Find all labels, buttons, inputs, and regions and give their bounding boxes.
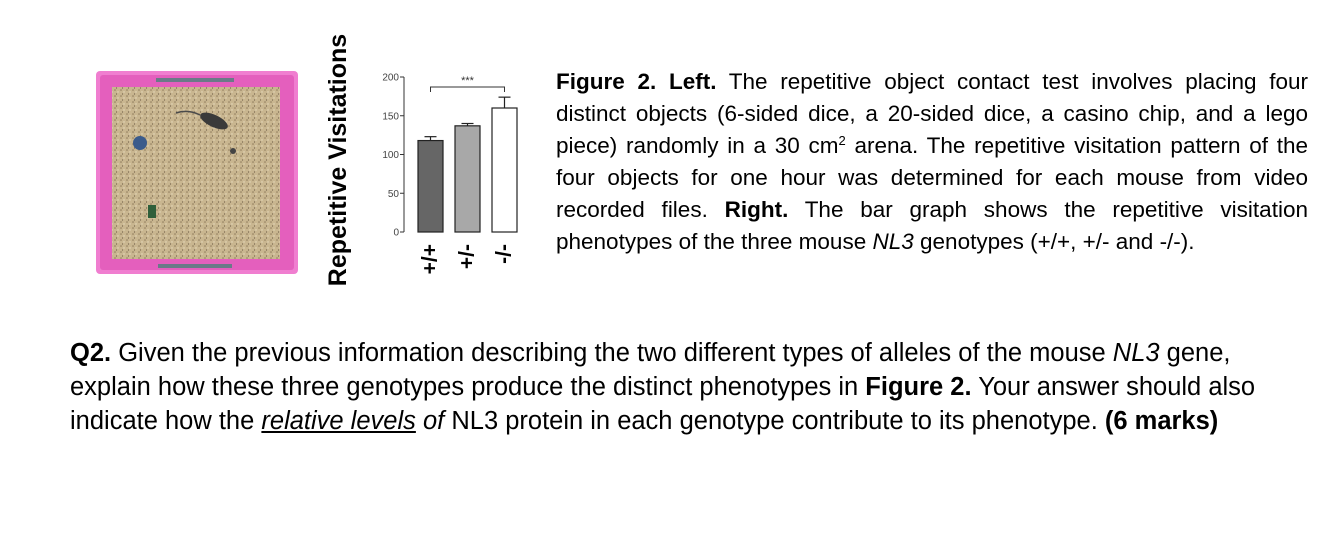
question-text-b: gene, explain how these three genotypes produce the distinct phenotypes in — [70, 339, 1231, 401]
arena-photo — [96, 71, 298, 274]
question-label: Q2. — [70, 339, 112, 367]
significance-label: *** — [461, 75, 474, 87]
y-tick-label: 0 — [393, 227, 399, 239]
bar-2 — [455, 126, 480, 232]
right-description: The bar graph shows the repetitive visitation phenotypes of the three mouse — [556, 197, 1308, 254]
question-block — [70, 336, 1310, 438]
figure-label: Figure 2. — [556, 69, 657, 94]
y-tick-label: 200 — [382, 72, 399, 84]
question-of: of — [422, 407, 445, 435]
x-tick-label: +/+ — [418, 244, 442, 275]
left-label: Left. — [668, 69, 717, 94]
y-tick-label: 50 — [387, 188, 399, 200]
question-text-d: NL3 protein in each genotype contribute to its phenotype. — [451, 407, 1098, 435]
right-description-end: genotypes (+/+, +/- and -/-). — [920, 229, 1195, 254]
arena-image — [96, 71, 298, 274]
y-axis-title: Repetitive Visitations — [324, 33, 352, 287]
question-figure-ref: Figure 2. — [865, 373, 972, 401]
question-underlined: relative levels — [261, 407, 416, 435]
significance-bracket — [431, 87, 505, 92]
right-label: Right. — [724, 197, 789, 222]
question-text-c: Your answer should also indicate how the — [70, 373, 1256, 435]
left-description-b: arena. The repetitive visitation pattern of the four objects for one hour was determined for each mouse from video recorded files. — [556, 133, 1308, 222]
bar-3 — [492, 108, 517, 232]
bar-chart — [366, 62, 538, 292]
x-tick-label: -/- — [492, 244, 516, 264]
y-tick-label: 150 — [382, 111, 399, 123]
dice-object — [133, 136, 147, 150]
gene-name: NL3 — [872, 229, 914, 254]
x-tick-label: +/- — [455, 244, 479, 270]
y-axis-title-container — [308, 33, 368, 287]
lego-object — [148, 205, 156, 218]
area-exponent: 2 — [838, 133, 846, 148]
y-tick-label: 100 — [382, 150, 399, 161]
question-text-a: Given the previous information describing the two different types of alleles of the mouse — [118, 339, 1106, 367]
figure-caption — [556, 66, 1308, 258]
bar-1 — [418, 141, 443, 232]
left-description-a: The repetitive object contact test involves placing four distinct objects (6-sided dice, a 20-sided dice, a casino chip, and a lego piece) randomly in a 30 cm — [556, 69, 1308, 158]
question-gene: NL3 — [1112, 339, 1160, 367]
question-marks: (6 marks) — [1104, 407, 1219, 435]
